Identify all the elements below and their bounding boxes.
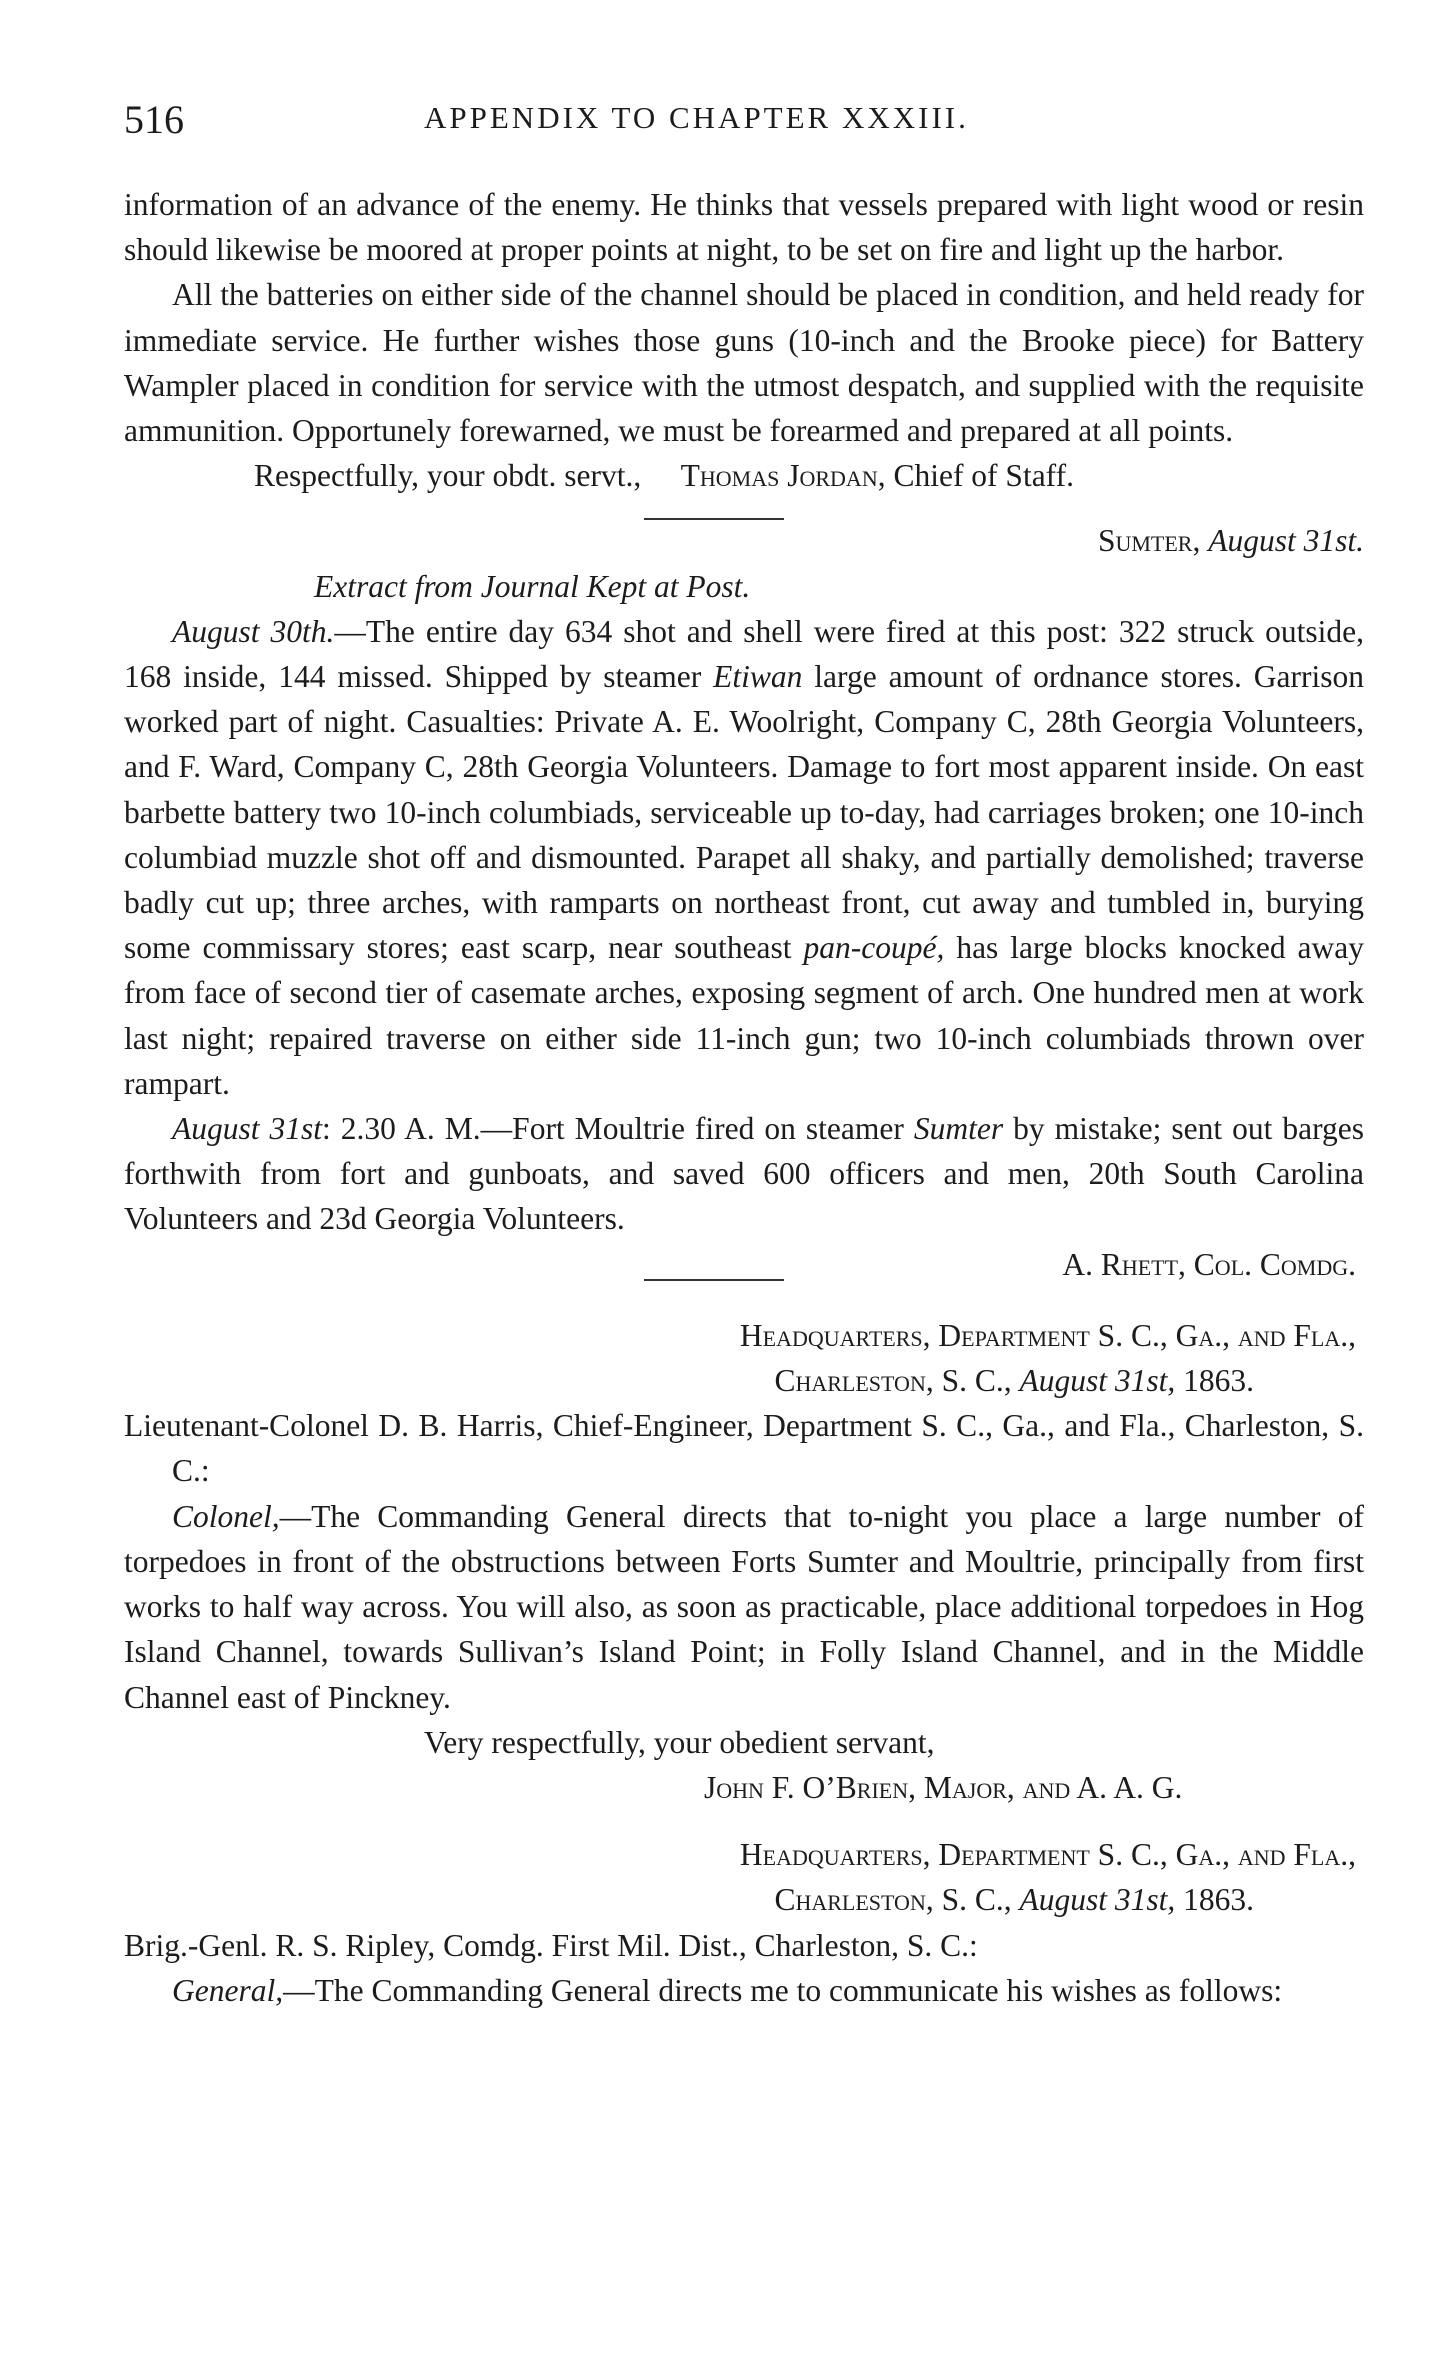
signature-name: Thomas Jordan,: [680, 458, 886, 494]
letter1-signature: [124, 453, 1364, 498]
journal-entry: August 30th.—The entire day 634 shot and shell were fired at this post: 322 struck outside, 168 inside, 144 missed. Shipped by steamer Etiwan large amount of ordnance stores. Garrison worked part of night. Casualties: Private A. E. Woolright, Company C, 28th Georgia Volunteers, and F. Ward, Company C, 28th Georgia Volunteers. Damage to fort most apparent inside. On east barbette battery two 10-inch columbiads, serviceable up to-day, had carriages broken; one 10-inch columbiad muzzle shot off and dismounted. Parapet all shaky, and partially demolished; traverse badly cut up; three arches, with ramparts on northeast front, cut away and tumbled in, burying some commissary stores; east scarp, near southeast pan-coupé, has large blocks knocked away from face of second tier of casemate arches, exposing segment of arch. One hundred men at work last night; repaired traverse on either side 11-inch gun; two 10-inch columbiads thrown over rampart.: [124, 613, 1364, 1101]
paragraph: All the batteries on either side of the channel should be placed in condition, and held ready for immediate service. He further wishes those guns (10-inch and the Brooke piece) for Battery Wampler placed in condition for service with the utmost despatch, and supplied with the requisite ammunition. Opportunely forewarned, we must be forearmed and prepared at all points.: [124, 277, 1364, 449]
letter2-signature: John F. O’Brien, Major, and A. A. G.: [704, 1769, 1183, 1805]
ship-name: Sumter: [913, 1111, 1004, 1147]
paragraph: information of an advance of the enemy. He thinks that vessels prepared with light wood or resin should likewise be moored at proper points at night, to be set on fire and light up the harbor.: [124, 187, 1364, 268]
page-body: [124, 182, 1364, 2013]
letter3-body: General,—The Commanding General directs me to communicate his wishes as follows:: [172, 1972, 1283, 2008]
closing: Respectfully, your obdt. servt.,: [254, 458, 642, 494]
journal-dateline: [124, 518, 1364, 563]
letter2-dateline: Charleston, S. C., August 31st, 1863.: [774, 1363, 1254, 1399]
page-header: [124, 96, 1364, 156]
entry-date: August 30th.: [172, 613, 335, 649]
page-number: 516: [124, 97, 184, 142]
letter3-dateline: Charleston, S. C., August 31st, 1863.: [774, 1882, 1254, 1918]
date: August 31st.: [1208, 523, 1364, 559]
letter2-closing: Very respectfully, your obedient servant,: [424, 1724, 935, 1760]
journal-title: Extract from Journal Kept at Post.: [314, 568, 751, 604]
journal-entry: August 31st: 2.30 A. M.—Fort Moultrie fired on steamer Sumter by mistake; sent out barges forthwith from fort and gunboats, and saved 600 officers and men, 20th South Carolina Volunteers and 23d Georgia Volunteers.: [124, 1111, 1364, 1237]
letter2-heading: Headquarters, Department S. C., Ga., and Fla.,: [739, 1317, 1356, 1353]
place: Sumter,: [1097, 523, 1201, 559]
letter3-heading: Headquarters, Department S. C., Ga., and Fla.,: [739, 1837, 1356, 1873]
letter2-addressee: Lieutenant-Colonel D. B. Harris, Chief-Engineer, Department S. C., Ga., and Fla., Charleston, S. C.:: [124, 1408, 1364, 1489]
signature-title: Chief of Staff.: [893, 458, 1074, 494]
letter3-addressee: Brig.-Genl. R. S. Ripley, Comdg. First Mil. Dist., Charleston, S. C.:: [124, 1927, 978, 1963]
letter2-body: Colonel,—The Commanding General directs that to-night you place a large number of torpedoes in front of the obstructions between Forts Sumter and Moultrie, principally from first works to half way across. You will also, as soon as practicable, place additional torpedoes in Hog Island Channel, towards Sullivan’s Island Point; in Folly Island Channel, and in the Middle Channel east of Pinckney.: [124, 1498, 1364, 1715]
running-title: APPENDIX TO CHAPTER XXXIII.: [424, 100, 969, 135]
term: pan-coupé,: [803, 930, 945, 966]
separator-rule: [644, 1279, 784, 1281]
ship-name: Etiwan: [713, 659, 803, 695]
journal-signature: A. Rhett, Col. Comdg.: [1062, 1246, 1356, 1282]
entry-date: August 31st: [172, 1111, 323, 1147]
